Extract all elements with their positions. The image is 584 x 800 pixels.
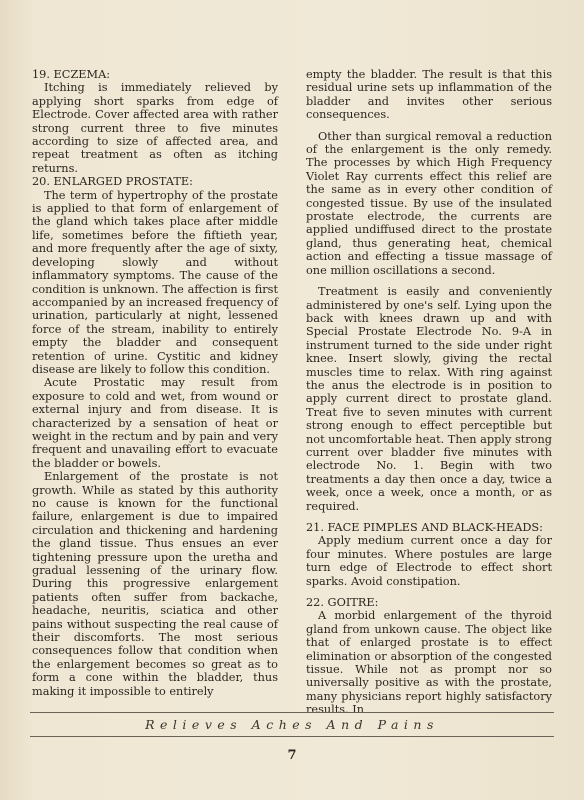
paragraph-prostate-2: Acute Prostatic may result from exposure to cold and wet, from wound or external injury and from disease. It is characterized by a sensation of heat or weight in the rectum and by pain and very frequent and unavailing effort to evacuate the bladder or bowels. bbox=[32, 376, 278, 470]
text-columns bbox=[32, 68, 552, 717]
paragraph-prostate-6: Treatment is easily and conveniently administered by one's self. Lying upon the back with knees drawn up and with Special Prostate Electrode No. 9-A in instrument turned to the side under right knee. Insert slowly, giving the rectal muscles time to relax. With ring against the anus the electrode is in position to apply current direct to prostate gland. Treat five to seven minutes with current strong enough to effect perceptible but not uncomfortable heat. Then apply strong current over bladder five minutes with electrode No. 1. Begin with two treatments a day then once a day, twice a week, once a week, once a month, or as required. bbox=[306, 285, 552, 513]
right-column bbox=[306, 68, 552, 717]
footer-slogan: Relieves Aches And Pains bbox=[145, 717, 439, 732]
paragraph-prostate-4: empty the bladder. The result is that this residual urine sets up inflammation of the bladder and invites other serious consequences. bbox=[306, 68, 552, 122]
footer-rule-bottom bbox=[30, 736, 554, 737]
paragraph-prostate-1: The term of hypertrophy of the prostate is applied to that form of enlargement of the gland which takes place after middle life, sometimes before the fiftieth year, and more frequently after the age of sixty, developing slowly and without inflammatory symptoms. The cause of the condition is unknown. The affection is first accompanied by an increased frequency of urination, particularly at night, lessened force of the stream, inability to entirely empty the bladder and consequent retention of urine. Cystitic and kidney disease are likely to follow this condition. bbox=[32, 188, 278, 376]
heading-enlarged-prostate: 20. ENLARGED PROSTATE: bbox=[32, 175, 193, 189]
footer-rule-top bbox=[30, 712, 554, 713]
page-number: 7 bbox=[287, 748, 297, 763]
paragraph-prostate-5: Other than surgical removal a reduction of the enlargement is the only remedy. The processes by which High Frequency Violet Ray currents effect this relief are the same as in every other condition of congested tissue. By use of the insulated prostate electrode, the currents are applied undiffused direct to the prostate gland, thus generating heat, chemical action and effecting a tissue massage of one million oscillations a second. bbox=[306, 129, 552, 277]
heading-eczema: 19. ECZEMA: bbox=[32, 68, 111, 81]
paragraph-face-pimples: Apply medium current once a day for four minutes. Where postules are large turn edge of Electrode to effect short sparks. Avoid constipation. bbox=[306, 534, 552, 588]
paragraph-eczema: Itching is immediately relieved by applying short sparks from edge of Electrode. Cover affected area with rather strong current three to five minutes according to size of affected area, and repeat treatment as often as itching returns. bbox=[32, 81, 278, 175]
paragraph-goitre: A morbid enlargement of the thyroid gland from unkown cause. The object like that of enlarged prostate is to effect elimination or absorption of the congested tissue. While not as prompt nor so universally positive as with the prostate, many physicians report highly satisfactory results. In bbox=[306, 609, 552, 717]
heading-goitre: 22. GOITRE: bbox=[306, 596, 379, 610]
left-column bbox=[32, 68, 278, 704]
paragraph-prostate-3: Enlargement of the prostate is not growth. While as stated by this authority no cause is known for the functional failure, enlargement is due to impaired circulation and thickening and hardening the gland tissue. Thus ensues an ever tightening pressure upon the uretha and gradual lessening of the urinary flow. During this progressive enlargement patients often suffer from backache, headache, neuritis, sciatica and other pains without suspecting the real cause of their discomforts. The most serious consequences follow that condition when the enlargement becomes so great as to form a cone within the bladder, thus making it impossible to entirely bbox=[32, 470, 278, 698]
heading-face-pimples: 21. FACE PIMPLES AND BLACK-HEADS: bbox=[306, 521, 543, 534]
